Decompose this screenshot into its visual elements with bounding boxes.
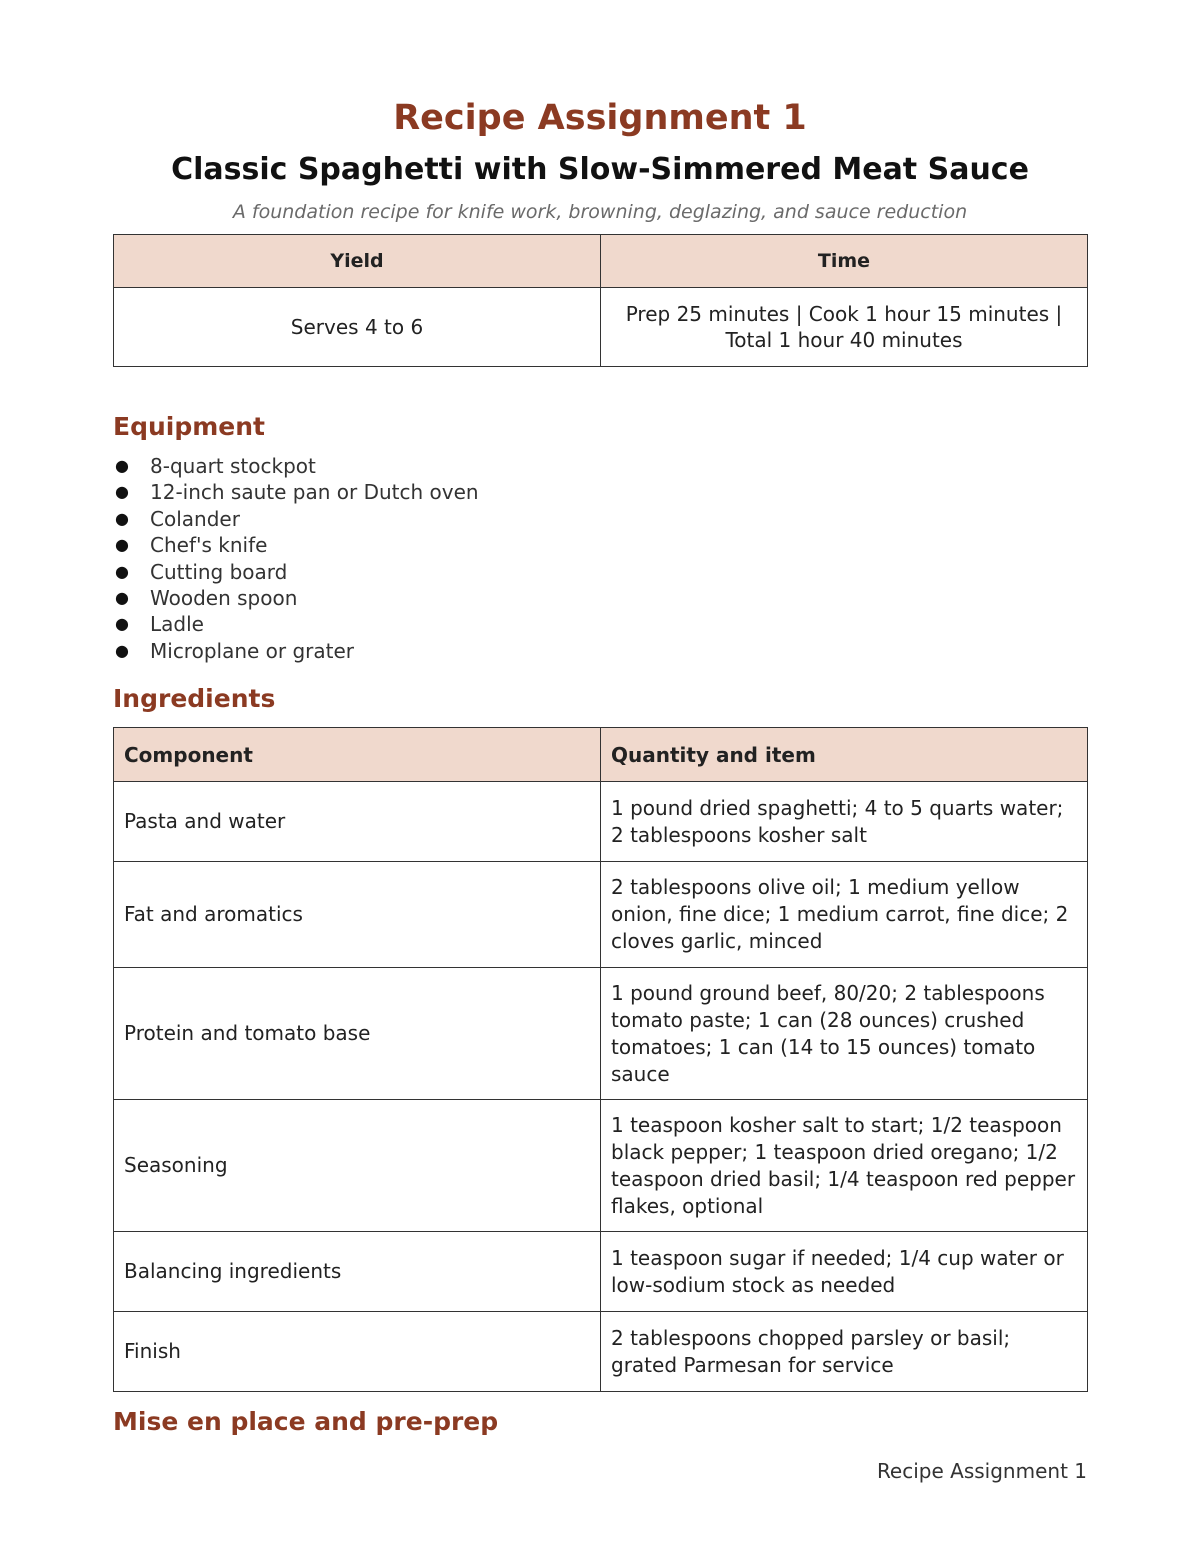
table-row [114, 968, 1088, 1100]
bullet-icon: ● [115, 587, 129, 607]
recipe-title: Classic Spaghetti with Slow-Simmered Meat Sauce [171, 152, 1029, 187]
quantity-header: Quantity and item [601, 728, 1088, 782]
component-cell: Fat and aromatics [114, 862, 601, 968]
component-cell: Seasoning [114, 1100, 601, 1232]
page-title: Recipe Assignment 1 [393, 98, 807, 138]
quantity-cell: 2 tablespoons olive oil; 1 medium yellow onion, fine dice; 1 medium carrot, fine dice; 2 cloves garlic, minced [601, 862, 1088, 968]
bullet-icon: ● [115, 614, 129, 634]
equipment-item: Colander [150, 506, 240, 531]
bullet-icon: ● [115, 508, 129, 528]
summary-header-row [114, 235, 1088, 288]
list-item [113, 532, 479, 558]
quantity-cell: 1 pound ground beef, 80/20; 2 tablespoons tomato paste; 1 can (28 ounces) crushed tomatoes; 1 can (14 to 15 ounces) tomato sauce [601, 968, 1088, 1100]
yield-time-table [113, 234, 1088, 367]
quantity-cell: 1 pound dried spaghetti; 4 to 5 quarts water; 2 tablespoons kosher salt [601, 782, 1088, 862]
component-cell: Protein and tomato base [114, 968, 601, 1100]
equipment-item: Cutting board [150, 559, 288, 584]
time-value: Prep 25 minutes | Cook 1 hour 15 minutes | Total 1 hour 40 minutes [601, 288, 1088, 367]
component-cell: Pasta and water [114, 782, 601, 862]
equipment-item: Chef's knife [150, 533, 268, 558]
equipment-item: 12-inch saute pan or Dutch oven [150, 480, 479, 505]
equipment-item: Ladle [150, 612, 204, 637]
equipment-list [113, 453, 479, 664]
table-row [114, 1312, 1088, 1392]
equipment-item: 8-quart stockpot [150, 454, 316, 478]
bullet-icon: ● [115, 456, 129, 475]
list-item [113, 585, 479, 611]
equipment-heading: Equipment [113, 412, 265, 441]
summary-value-row [114, 288, 1088, 367]
bullet-icon: ● [115, 561, 129, 581]
ingredients-table [113, 727, 1088, 1392]
list-item [113, 638, 479, 664]
list-item [113, 453, 479, 479]
equipment-item: Microplane or grater [150, 638, 355, 663]
list-item [113, 506, 479, 532]
ingredients-heading: Ingredients [113, 684, 276, 713]
quantity-cell: 1 teaspoon kosher salt to start; 1/2 teaspoon black pepper; 1 teaspoon dried oregano; 1/2 teaspoon dried basil; 1/4 teaspoon red pepper flakes, optional [601, 1100, 1088, 1232]
bullet-icon: ● [115, 640, 129, 660]
table-header-row [114, 728, 1088, 782]
table-row [114, 1232, 1088, 1312]
mise-en-place-heading: Mise en place and pre-prep [113, 1407, 499, 1436]
recipe-tagline: A foundation recipe for knife work, browning, deglazing, and sauce reduction [232, 201, 968, 223]
bullet-icon: ● [115, 482, 129, 502]
yield-header: Yield [114, 235, 601, 288]
equipment-item: Wooden spoon [150, 585, 298, 610]
page-footer: Recipe Assignment 1 [876, 1459, 1087, 1483]
component-cell: Finish [114, 1312, 601, 1392]
list-item [113, 479, 479, 505]
quantity-cell: 2 tablespoons chopped parsley or basil; grated Parmesan for service [601, 1312, 1088, 1392]
list-item [113, 611, 479, 637]
component-header: Component [114, 728, 601, 782]
list-item [113, 559, 479, 585]
time-header: Time [601, 235, 1088, 288]
bullet-icon: ● [115, 535, 129, 555]
table-row [114, 862, 1088, 968]
component-cell: Balancing ingredients [114, 1232, 601, 1312]
yield-value: Serves 4 to 6 [114, 288, 601, 367]
table-row [114, 782, 1088, 862]
quantity-cell: 1 teaspoon sugar if needed; 1/4 cup water or low-sodium stock as needed [601, 1232, 1088, 1312]
table-row [114, 1100, 1088, 1232]
